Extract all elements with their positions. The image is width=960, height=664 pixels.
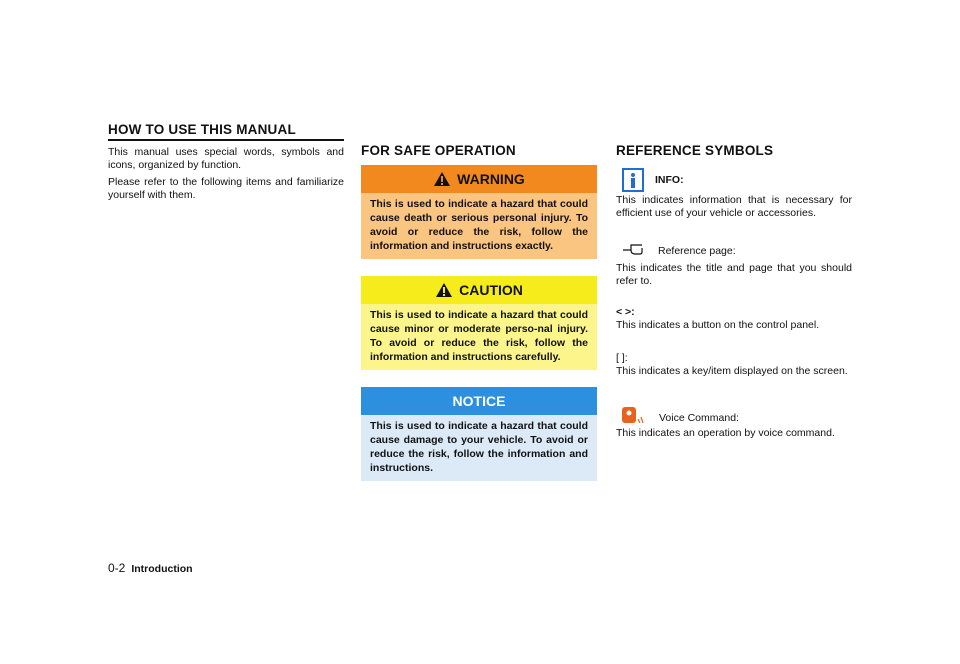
info-description: This indicates information that is necessary for efficient use of your vehicle or accessories. — [616, 194, 852, 219]
caution-triangle-icon — [435, 282, 453, 298]
warning-label: WARNING — [457, 171, 525, 187]
section-title-safe-operation: FOR SAFE OPERATION — [361, 143, 516, 158]
warning-triangle-icon — [433, 171, 451, 187]
intro-paragraph-2: Please refer to the following items and familiarize yourself with them. — [108, 176, 344, 201]
caution-header — [361, 276, 597, 304]
warning-header — [361, 165, 597, 193]
section-title-how-to-use: HOW TO USE THIS MANUAL — [108, 122, 344, 141]
warning-box — [361, 165, 597, 259]
caution-text: This is used to indicate a hazard that could cause minor or moderate perso-nal injury. To avoid or reduce the risk, follow the information and instructions carefully. — [361, 304, 597, 370]
notice-header — [361, 387, 597, 415]
key-symbol: [ ]: — [616, 352, 628, 364]
intro-text-block — [108, 146, 344, 202]
page-number: 0-2 — [108, 561, 126, 575]
button-description: This indicates a button on the control panel. — [616, 319, 820, 331]
page-footer — [108, 561, 193, 575]
caution-label: CAUTION — [459, 282, 523, 298]
section-title-reference-symbols: REFERENCE SYMBOLS — [616, 143, 774, 158]
reference-description: This indicates the title and page that you should refer to. — [616, 262, 852, 287]
info-label: INFO: — [655, 174, 684, 186]
pointing-hand-icon — [622, 242, 644, 261]
warning-text: This is used to indicate a hazard that could cause death or serious personal injury. To avoid or reduce the risk, follow the information and instructions exactly. — [361, 193, 597, 259]
voice-description: This indicates an operation by voice command. — [616, 427, 835, 439]
intro-paragraph-1: This manual uses special words, symbols and icons, organized by function. — [108, 146, 344, 171]
notice-label: NOTICE — [452, 393, 506, 409]
notice-box — [361, 387, 597, 481]
voice-label: Voice Command: — [659, 412, 739, 424]
reference-label: Reference page: — [658, 245, 736, 257]
key-description: This indicates a key/item displayed on the screen. — [616, 365, 848, 377]
footer-section-label: Introduction — [131, 563, 193, 575]
button-symbol: < >: — [616, 306, 635, 318]
notice-text: This is used to indicate a hazard that could cause damage to your vehicle. To avoid or reduce the risk, follow the information and instructions. — [361, 415, 597, 481]
caution-box — [361, 276, 597, 370]
info-icon — [622, 168, 644, 192]
